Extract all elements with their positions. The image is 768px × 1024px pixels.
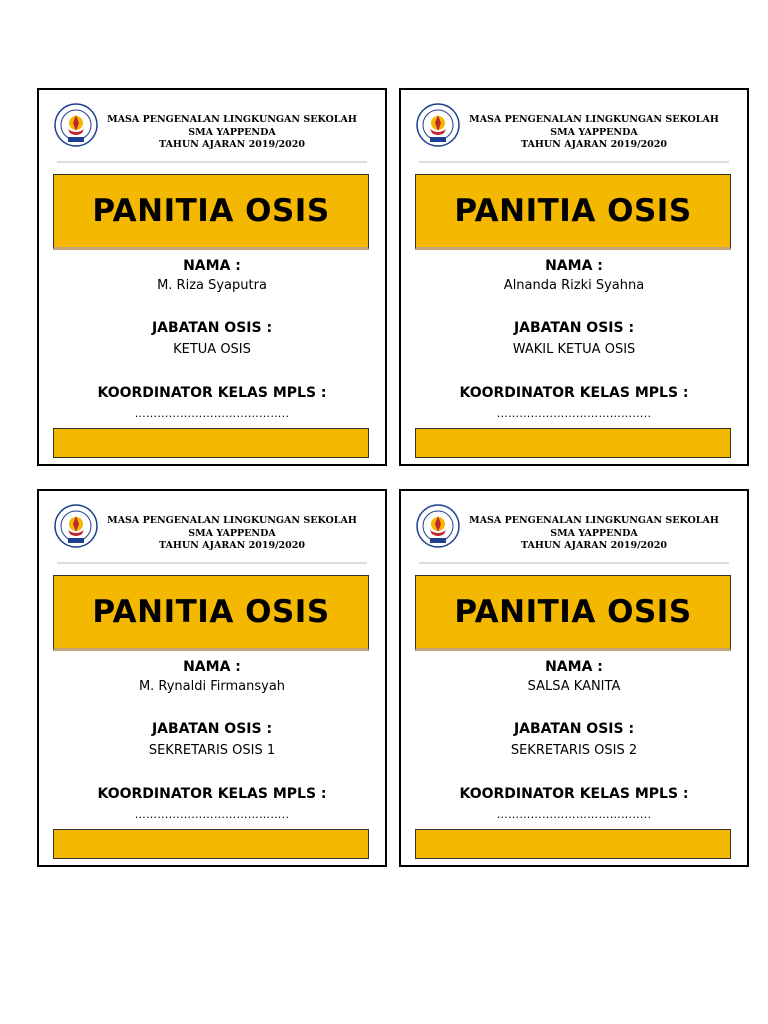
koordinator-label: KOORDINATOR KELAS MPLS :: [97, 385, 327, 401]
bottom-band: [415, 829, 731, 859]
jabatan-value: SEKRETARIS OSIS 1: [148, 743, 276, 758]
jabatan-value: KETUA OSIS: [173, 342, 251, 357]
header-text: [453, 515, 735, 553]
nama-value: M. Rynaldi Firmansyah: [138, 679, 286, 694]
title-band: [53, 174, 369, 250]
header-divider: [419, 161, 729, 163]
header-line-1: MASA PENGENALAN LINGKUNGAN SEKOLAH: [469, 515, 719, 526]
header-line-1: MASA PENGENALAN LINGKUNGAN SEKOLAH: [107, 515, 357, 526]
title-band: [415, 575, 731, 651]
jabatan-label: JABATAN OSIS :: [513, 721, 635, 737]
header-line-2: SMA YAPPENDA: [188, 527, 276, 539]
jabatan-label: JABATAN OSIS :: [513, 320, 635, 336]
header-text: [91, 114, 373, 152]
koordinator-value: …………………………………..: [496, 407, 652, 420]
id-card: [37, 489, 387, 867]
header-text: [453, 114, 735, 152]
koordinator-label: KOORDINATOR KELAS MPLS :: [459, 385, 689, 401]
card-header: [53, 102, 373, 162]
koordinator-label: KOORDINATOR KELAS MPLS :: [459, 786, 689, 802]
header-line-3: TAHUN AJARAN 2019/2020: [158, 540, 306, 551]
header-divider: [57, 562, 367, 564]
nama-value: SALSA KANITA: [527, 679, 621, 694]
card-title: PANITIA OSIS: [454, 594, 692, 630]
jabatan-value: SEKRETARIS OSIS 2: [510, 743, 638, 758]
bottom-band: [53, 428, 369, 458]
header-text: [91, 515, 373, 553]
card-header: [415, 503, 735, 563]
id-card: [37, 88, 387, 466]
header-line-2: SMA YAPPENDA: [188, 126, 276, 138]
jabatan-value: WAKIL KETUA OSIS: [512, 342, 636, 357]
nama-value: M. Riza Syaputra: [157, 278, 267, 293]
bottom-band: [53, 829, 369, 859]
header-line-1: MASA PENGENALAN LINGKUNGAN SEKOLAH: [107, 114, 357, 125]
koordinator-label: KOORDINATOR KELAS MPLS :: [97, 786, 327, 802]
card-title: PANITIA OSIS: [92, 594, 330, 630]
koordinator-value: …………………………………..: [134, 808, 290, 821]
card-title: PANITIA OSIS: [454, 193, 692, 229]
koordinator-value: …………………………………..: [496, 808, 652, 821]
nama-label: NAMA :: [183, 258, 241, 274]
koordinator-value: …………………………………..: [134, 407, 290, 420]
card-header: [415, 102, 735, 162]
id-card: [399, 88, 749, 466]
header-line-1: MASA PENGENALAN LINGKUNGAN SEKOLAH: [469, 114, 719, 125]
header-line-2: SMA YAPPENDA: [550, 527, 638, 539]
jabatan-label: JABATAN OSIS :: [151, 320, 273, 336]
id-card: [399, 489, 749, 867]
nama-label: NAMA :: [545, 659, 603, 675]
card-title: PANITIA OSIS: [92, 193, 330, 229]
header-line-3: TAHUN AJARAN 2019/2020: [158, 139, 306, 150]
header-line-3: TAHUN AJARAN 2019/2020: [520, 540, 668, 551]
card-header: [53, 503, 373, 563]
header-line-3: TAHUN AJARAN 2019/2020: [520, 139, 668, 150]
header-divider: [57, 161, 367, 163]
header-line-2: SMA YAPPENDA: [550, 126, 638, 138]
title-band: [415, 174, 731, 250]
nama-label: NAMA :: [183, 659, 241, 675]
title-band: [53, 575, 369, 651]
nama-label: NAMA :: [545, 258, 603, 274]
jabatan-label: JABATAN OSIS :: [151, 721, 273, 737]
nama-value: Alnanda Rizki Syahna: [503, 278, 645, 293]
bottom-band: [415, 428, 731, 458]
header-divider: [419, 562, 729, 564]
